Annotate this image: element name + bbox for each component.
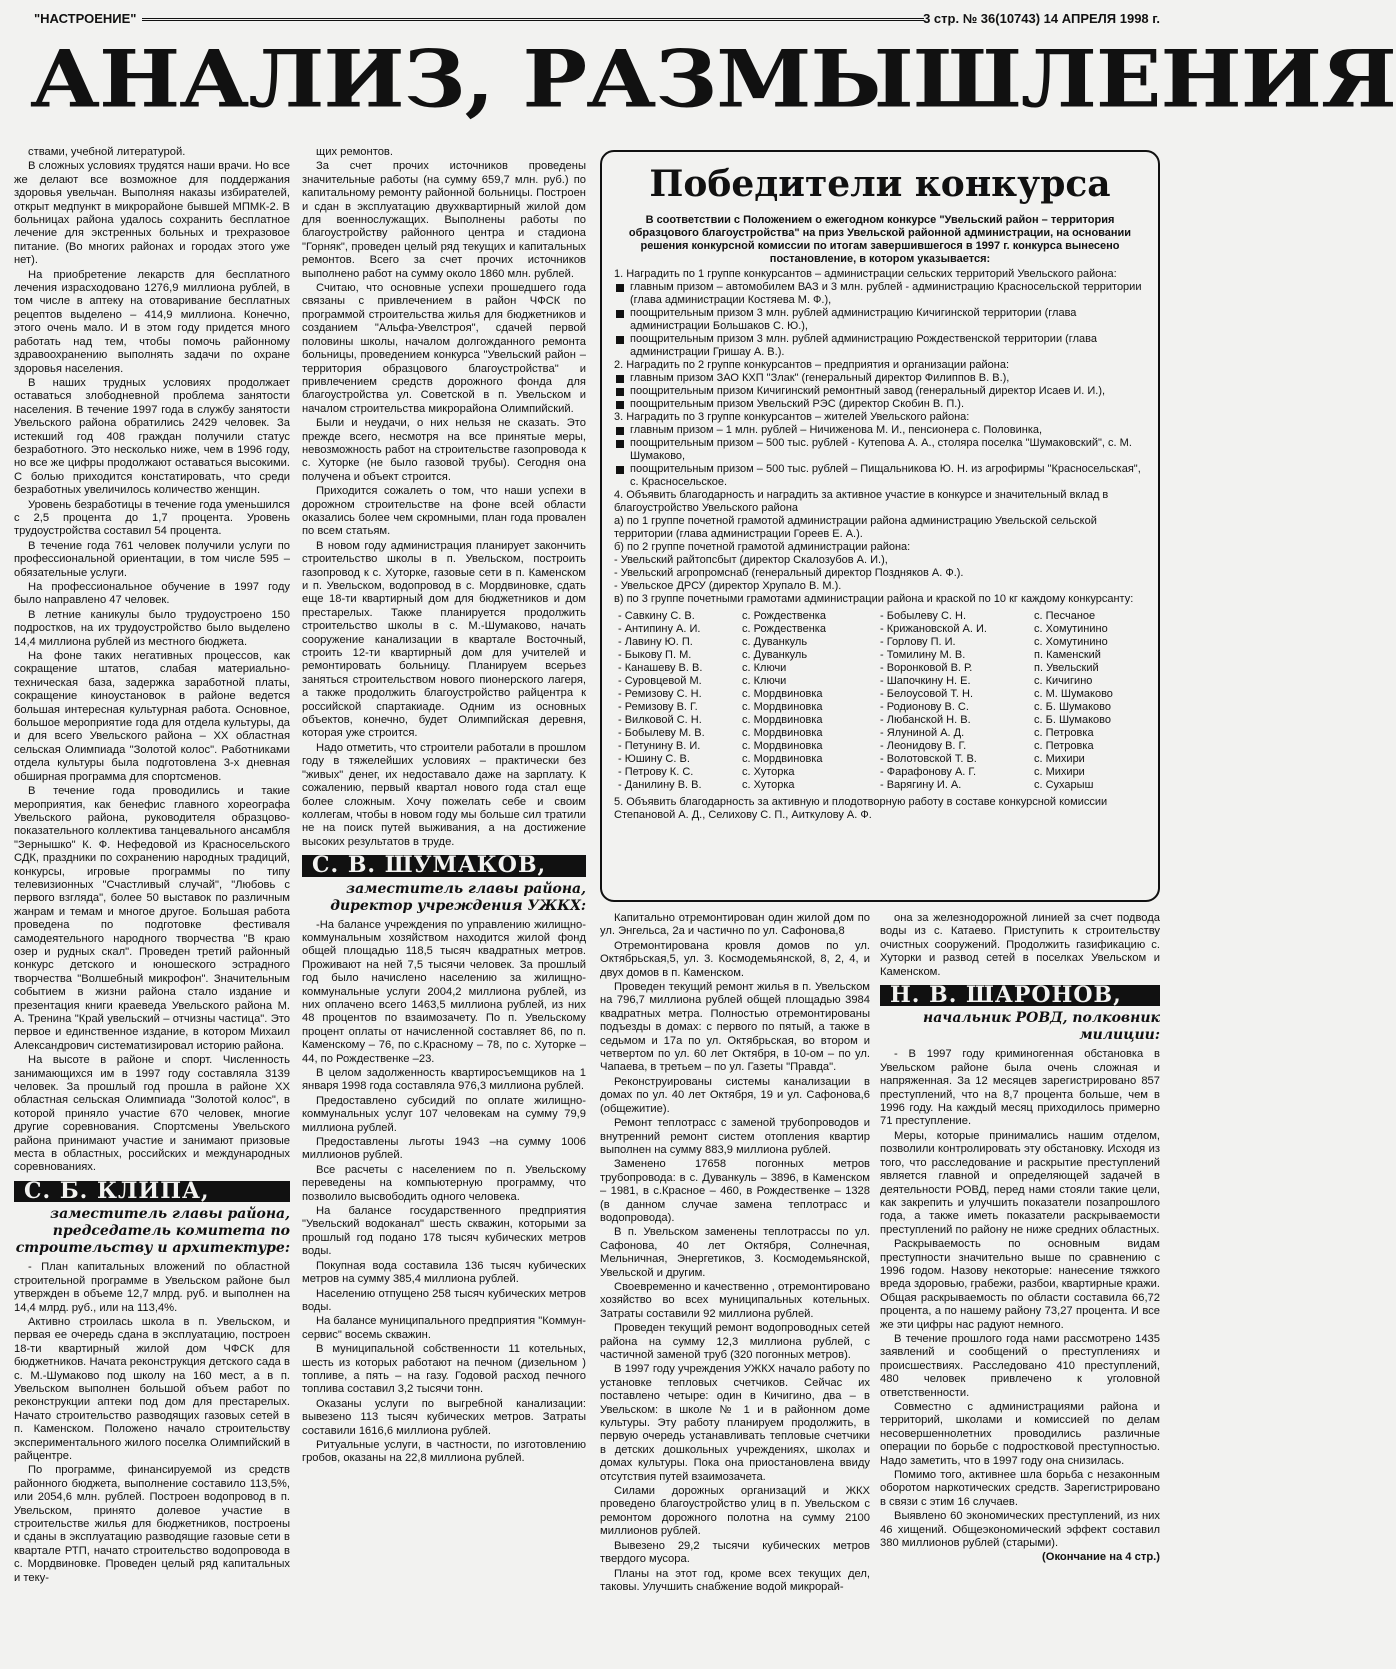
paragraph: ствами, учебной литературой. bbox=[28, 146, 186, 158]
prize-line: поощрительным призом 3 млн. рублей администрацию Кичигинской территории (глава администрации Большаков С. Ю.), bbox=[614, 307, 1146, 333]
paragraph: На фоне таких негативных процессов, как сокращение штатов, слабая материально-техническая база, задержка заработной платы, сокращение киноустановок в районе ведется большая интересная культурная работа. Основное, большое мероприятие года для отдела культуры, да и для всего Увельского района – XX областная сельская Олимпиада "Золотой колос". Работниками отдела культуры была подготовлена 3-х дневная обширная программа для спортсменов. bbox=[14, 650, 290, 783]
byline-klipa: С. Б. КЛИПА, bbox=[14, 1181, 290, 1202]
winner-name: - Антипину А. И. bbox=[618, 623, 701, 635]
paragraph: Совместно с администрациями района и территорий, школами и комиссией по делам несовершеннолетних проводились различные операции по борьбе с подростковой преступностью. Надо заметить, что в 1997 году она снизилась. bbox=[880, 1401, 1160, 1467]
paragraph: Уровень безработицы в течение года уменьшился с 2,5 процента до 1,7 процента. Уровень трудоустройства составил 54 процента. bbox=[14, 498, 290, 538]
paragraph: На балансе муниципального предприятия "Коммун-сервис" восемь скважин. bbox=[302, 1315, 586, 1341]
prize-line: поощрительным призом 3 млн. рублей администрацию Рождественской территории (глава администрации Гришау А. В.). bbox=[614, 333, 1146, 359]
paragraph: Все расчеты с населением по п. Увельскому переведены на компьютерную программу, что позволило высвободить одного человека. bbox=[302, 1163, 586, 1203]
column-4 bbox=[880, 912, 1160, 1664]
prize-line: главным призом – автомобилем ВАЗ и 3 млн. рублей - администрацию Красносельской территории (глава администрации Костяева М. Ф.), bbox=[614, 281, 1146, 307]
winner-name: - Белоусовой Т. Н. bbox=[880, 688, 973, 700]
byline-shumakov: С. В. ШУМАКОВ, bbox=[302, 855, 586, 876]
paragraph: В целом задолженность квартиросъемщиков на 1 января 1998 года составляла 976,3 миллиона рублей. bbox=[302, 1067, 586, 1093]
contest-intro: В соответствии с Положением о ежегодном конкурсе "Увельский район – территория образцового благоустройства" на приз Увельской районной администрации, на основании решения конкурсной комиссии по итогам завершившегося в 1997 г. конкурса вынесено постановление, в котором указывается: bbox=[628, 214, 1132, 265]
role-sharonov: начальник РОВД, полковник милиции: bbox=[923, 1010, 1160, 1044]
winner-village: с. Рождественка bbox=[742, 610, 826, 622]
winner-name: - Любанской Н. В. bbox=[880, 714, 971, 726]
winners-list bbox=[618, 610, 1146, 792]
paragraph: - План капитальных вложений по областной строительной программе в Увельском районе был утвержден в объеме 12,7 млрд. руб. и выполнен на 14,4 млрд. руб., или на 113,4%. bbox=[14, 1261, 290, 1314]
paragraph: В сложных условиях трудятся наши врачи. Но все же делают все возможное для поддержания здоровья увельчан. Выполняя наказы избирателей, открыт медпункт в микрорайоне бывшей МПМК-2. В больницах района удалось сохранить бесплатное лечение для экстренных больных и трехразовое питание. (Во многих районах и городах этого уже нет). bbox=[14, 160, 290, 267]
decree-line: а) по 1 группе почетной грамотой администрации района администрацию Увельской сельской территории (глава администрации Гореев Е. А.). bbox=[614, 515, 1097, 540]
winner-village: с. Ключи bbox=[742, 662, 787, 674]
paragraph: Ремонт теплотрасс с заменой трубопроводов и внутренний ремонт систем отопления квартир выполнен на сумму 883,9 миллиона рублей. bbox=[600, 1117, 870, 1156]
contest-winners-box bbox=[600, 150, 1160, 902]
paragraph: Заменено 17658 погонных метров трубопровода: в с. Дуванкуль – 3896, в Каменском – 1981, в с.Красное – 460, в Рождественке – 1328 (в данном случае замена теплотрасс и водопровода). bbox=[600, 1158, 870, 1224]
prize-line: главным призом – 1 млн. рублей – Ничиженова М. И., пенсионера с. Половинка, bbox=[614, 424, 1146, 437]
issue-info: 3 стр. № 36(10743) 14 АПРЕЛЯ 1998 г. bbox=[923, 11, 1160, 26]
paragraph: Выявлено 60 экономических преступлений, из них 46 хищений. Общеэкономический эффект составил 380 миллионов рублей (старыми). bbox=[880, 1510, 1160, 1550]
column-2 bbox=[302, 146, 586, 1664]
paragraph: Предоставлено субсидий по оплате жилищно-коммунальных услуг 107 человекам на сумму 79,9 миллиона рублей. bbox=[302, 1094, 586, 1134]
column-3 bbox=[600, 912, 870, 1664]
winner-name: - Петрову К. С. bbox=[618, 766, 694, 778]
paragraph: В п. Увельском заменены теплотрассы по ул. Сафонова, 40 лет Октября, Солнечная, Мельничная, Энергетиков, 3. Космодемьянской, Увельской и другим. bbox=[600, 1226, 870, 1279]
winner-village: с. М. Шумаково bbox=[1034, 688, 1113, 700]
winner-name: - Бобылеву С. Н. bbox=[880, 610, 967, 622]
winner-name: - Данилину В. В. bbox=[618, 779, 702, 791]
winner-name: - Горлову П. И. bbox=[880, 636, 956, 648]
decree-line: в) по 3 группе почетными грамотами администрации района и краской по 10 кг каждому конкурсанту: bbox=[614, 593, 1134, 605]
winner-name: - Бобылеву М. В. bbox=[618, 727, 705, 739]
contest-title: Победители конкурса bbox=[649, 163, 1111, 205]
decree-line: 2. Наградить по 2 группе конкурсантов – предприятия и организации района: bbox=[614, 359, 1010, 371]
decree-line: - Увельский райтопсбыт (директор Скалозубов А. И.), bbox=[614, 554, 888, 566]
winner-name: - Юшину С. В. bbox=[618, 753, 690, 765]
paragraph: Своевременно и качественно , отремонтировано хозяйство во всех муниципальных котельных. Затраты составили 92 миллиона рублей. bbox=[600, 1280, 870, 1320]
winner-village: п. Каменский bbox=[1034, 649, 1101, 661]
paragraph: - В 1997 году криминогенная обстановка в Увельском районе была очень сложная и напряженная. За 12 месяцев зарегистрировано 857 преступлений, что на 8,7 процента больше, чем в 1996 году. На каждый месяц приходилось примерно 71 преступление. bbox=[880, 1048, 1160, 1128]
winner-village: с. Хомутинино bbox=[1034, 623, 1108, 635]
paragraph: На балансе государственного предприятия "Увельский водоканал" шесть скважин, которыми за прошлый год подано 178 тысяч кубических метров воды. bbox=[302, 1205, 586, 1258]
winner-name: - Ремизову В. Г. bbox=[618, 701, 698, 713]
winner-name: - Суровцевой М. bbox=[618, 675, 702, 687]
role-klipa: заместитель главы района, председатель комитета по строительству и архитектуре: bbox=[15, 1206, 290, 1257]
page-header bbox=[34, 8, 1164, 30]
winner-name: - Ремизову С. Н. bbox=[618, 688, 702, 700]
winner-name: - Леонидову В. Г. bbox=[880, 740, 967, 752]
winner-village: с. Кичигино bbox=[1034, 675, 1093, 687]
paragraph: На высоте в районе и спорт. Численность занимающихся им в 1997 году составляла 3139 человек. За прошлый год прошла в районе XX областная сельская Олимпиада "Золотой колос", в которой приняло участие 670 человек, многие другие соревнования. Спортсмены Увельского района принимают участие и занимают призовые места в областных, российских и международных соревнованиях. bbox=[14, 1054, 290, 1174]
prize-line: поощрительным призом – 500 тыс. рублей – Пищальникова Ю. Н. из агрофирмы "Красносельская", с. Красносельское. bbox=[614, 463, 1146, 489]
paragraph: В летние каникулы было трудоустроено 150 подростков, на их трудоустройство было выделено 14,4 миллиона рублей из местного бюджета. bbox=[14, 608, 290, 648]
paragraph: В 1997 году учреждения УЖКХ начало работу по установке тепловых счетчиков. Сейчас их поставлено четыре: один в Кичигино, два – в Увельском: в школе № 1 и в районном доме культуры. Эту работу планируем продолжить, в первую очередь устанавливать тепловые счетчики в детских дошкольных учреждениях, школах и домах культуры. Пока она приостановлена ввиду отсутствия путей взаимозачета. bbox=[600, 1363, 870, 1483]
paragraph: Ритуальные услуги, в частности, по изготовлению гробов, оказаны на 22,8 миллиона рублей. bbox=[302, 1438, 586, 1465]
winner-village: с. Ключи bbox=[742, 675, 787, 687]
winner-village: с. Михири bbox=[1034, 753, 1085, 765]
paragraph: Надо отметить, что строители работали в прошлом году в тяжелейших условиях – практически без "живых" денег, их недоставало даже на зарплату. К сожалению, первый квартал нового года стал еще более сложным. Хочу пожелать себе и своим коллегам, чтобы в новом году мы больше сил тратили не на поиск путей выживания, а на достижение высоких результатов в труде. bbox=[302, 741, 586, 848]
winner-name: - Петунину В. И. bbox=[618, 740, 701, 752]
winner-village: с. Б. Шумаково bbox=[1034, 714, 1111, 726]
winner-village: с. Петровка bbox=[1034, 740, 1094, 752]
paragraph: Предоставлены льготы 1943 –на сумму 1006 миллионов рублей. bbox=[302, 1136, 586, 1162]
winner-village: с. Мордвиновка bbox=[742, 701, 823, 713]
winner-village: с. Сухарыш bbox=[1034, 779, 1094, 791]
paragraph: На профессиональное обучение в 1997 году было направлено 47 человек. bbox=[14, 581, 290, 607]
winner-village: с. Дуванкуль bbox=[742, 649, 808, 661]
paragraph: Реконструированы системы канализации в домах по ул. 40 лет Октября, 19 и ул. Сафонова,6 (общежитие). bbox=[600, 1075, 870, 1115]
paragraph: щих ремонтов. bbox=[316, 146, 393, 158]
winner-village: с. Хуторка bbox=[742, 766, 795, 778]
paragraph: Капитально отремонтирован один жилой дом по ул. Энгельса, 2а и частично по ул. Сафонова,8 bbox=[600, 912, 870, 938]
decree-line: 3. Наградить по 3 группе конкурсантов – жителей Увельского района: bbox=[614, 411, 970, 423]
role-shumakov: заместитель главы района, директор учреждения УЖКХ: bbox=[330, 880, 586, 914]
masthead-title: АНАЛИЗ, РАЗМЫШЛЕНИЯ bbox=[30, 33, 1396, 126]
winner-name: - Быкову П. М. bbox=[618, 649, 692, 661]
prize-line: поощрительным призом – 500 тыс. рублей - Кутепова А. А., столяра поселка "Шумаковский", с. М. Шумаково, bbox=[614, 437, 1146, 463]
paragraph: Приходится сожалеть о том, что наши успехи в дорожном строительстве на фоне всей области оказались более чем скромными, план года провален по всем статьям. bbox=[302, 485, 586, 538]
winner-village: с. Петровка bbox=[1034, 727, 1094, 739]
winner-name: - Фарафонову А. Г. bbox=[880, 766, 977, 778]
continued-note: (Окончание на 4 стр.) bbox=[1042, 1551, 1160, 1564]
decree-line: - Увельское ДРСУ (директор Хрупало В. М.). bbox=[614, 580, 842, 592]
winner-name: - Томилину М. В. bbox=[880, 649, 966, 661]
paragraph: В наших трудных условиях продолжает оставаться злободневной проблема занятости населения. В течение 1997 года в службу занятости Увельского района обратились 2429 человек. За истекший год 408 граждан получили статус безработного. Это несколько ниже, чем в 1996 году, но все же цифры продолжают оставаться высокими. С болью приходится констатировать, что среди безработных увеличилось количество женщин. bbox=[14, 376, 290, 497]
winner-name: - Шапочкину Н. Е. bbox=[880, 675, 971, 687]
column-1 bbox=[14, 146, 290, 1664]
winner-name: - Крижановской А. И. bbox=[880, 623, 987, 635]
prize-line: главным призом ЗАО КХП "Злак" (генеральный директор Филиппов В. В.), bbox=[614, 372, 1146, 385]
prize-line: поощрительным призом Увельский РЭС (директор Скобин В. П.). bbox=[614, 398, 1146, 411]
winner-name: - Родионову В. С. bbox=[880, 701, 969, 713]
contest-final: 5. Объявить благодарность за активную и плодотворную работу в составе конкурсной комиссии Степановой А. Д., Селихову С. П., Аиткулову А. Ф. bbox=[614, 796, 1108, 821]
paragraph: Населению отпущено 258 тысяч кубических метров воды. bbox=[302, 1287, 586, 1313]
paragraph: Оказаны услуги по выгребной канализации: вывезено 113 тысяч кубических метров. Затраты составили 1616,6 миллиона рублей. bbox=[302, 1397, 586, 1437]
winner-village: с. Мордвиновка bbox=[742, 727, 823, 739]
newspaper-name: "НАСТРОЕНИЕ" bbox=[34, 11, 137, 26]
paragraph: Считаю, что основные успехи прошедшего года связаны с привлечением в район ЧФСК по программой строительства жилья для бюджетников и созданием "Альфа-Увелстроя", сдачей первой половины школы, началом долгожданного ремонта больницы, проведением конкурса "Увельский район – территория образцового благоустройства" и привлечением средств дорожного фонда для благоустройства ул. Советской в п. Увельском и началом строительства микрорайона Олимпийский. bbox=[302, 282, 586, 415]
paragraph: Раскрываемость по основным видам преступности значительно выше по сравнению с 1996 годом. Назову некоторые: нанесение тяжкого вреда здоровью, грабежи, разбои, квартирные кражи. Общая раскрываемость по области составила 66,72 процента, а по нашему району 73,27 процента. И все же эти цифры нас радуют немного. bbox=[880, 1238, 1160, 1331]
byline-sharonov: Н. В. ШАРОНОВ, bbox=[880, 985, 1160, 1006]
winner-name: - Варягину И. А. bbox=[880, 779, 962, 791]
winner-village: с. Мордвиновка bbox=[742, 753, 823, 765]
prize-line: поощрительным призом Кичигинский ремонтный завод (генеральный директор Исаев И. И.), bbox=[614, 385, 1146, 398]
paragraph: В течение прошлого года нами рассмотрено 1435 заявлений и сообщений о преступлениях и происшествиях. Расследовано 410 преступлений, 480 человек привлечено к уголовной ответственности. bbox=[880, 1332, 1160, 1399]
paragraph: Проведен текущий ремонт водопроводных сетей района на сумму 12,3 миллиона рублей, с частичной заменой труб (320 погонных метров). bbox=[600, 1322, 870, 1361]
winner-name: - Вилковой С. Н. bbox=[618, 714, 702, 726]
winner-village: с. Мордвиновка bbox=[742, 740, 823, 752]
section-masthead bbox=[30, 33, 1396, 134]
winner-name: - Ялуниной А. Д. bbox=[880, 727, 965, 739]
winner-village: с. Мордвиновка bbox=[742, 714, 823, 726]
winner-village: с. Мордвиновка bbox=[742, 688, 823, 700]
winner-village: с. Песчаное bbox=[1034, 610, 1096, 622]
paragraph: Вывезено 29,2 тысячи кубических метров твердого мусора. bbox=[600, 1539, 870, 1566]
paragraph: Были и неудачи, о них нельзя не сказать. Это прежде всего, несмотря на все принятые меры, невозможность работ на строительстве газопровода к с. Хуторке (не было газовой трубы). Сегодня она получена и объект строится. bbox=[302, 417, 586, 483]
winner-village: с. Рождественка bbox=[742, 623, 826, 635]
paragraph: Покупная вода составила 136 тысяч кубических метров на сумму 385,4 миллиона рублей. bbox=[302, 1259, 586, 1286]
decree-line: б) по 2 группе почетной грамотой администрации района: bbox=[614, 541, 911, 553]
winner-village: с. Б. Шумаково bbox=[1034, 701, 1111, 713]
winner-name: - Лавину Ю. П. bbox=[618, 636, 693, 648]
paragraph: Проведен текущий ремонт жилья в п. Увельском на 796,7 миллиона рублей общей площадью 3984 квадратных метра. Полностью отремонтированы подъезды в домах: с первого по пятый, а также в седьмом и 17а по ул. Октябрьская, во втором и четвертом по ул. 60 лет Октября, в 10-ом – по ул. Чапаева, в третьем – по ул. Газеты "Правда". bbox=[600, 981, 870, 1074]
paragraph: За счет прочих источников проведены значительные работы (на сумму 659,7 млн. руб.) по капитальному ремонту районной больницы. Построен и сдан в эксплуатацию двухквартирный жилой дом для военнослужащих. Выполнены работы по благоустройству районного центра и стадиона "Горняк", проведен целый ряд текущих и капитальных ремонтов. Всего за счет прочих источников выполнено работ на сумму около 1860 млн. рублей. bbox=[302, 160, 586, 280]
winner-village: с. Дуванкуль bbox=[742, 636, 808, 648]
paragraph: В течение года проводились и такие мероприятия, как бенефис главного хореографа Увельского района, руководителя образцово-показательного коллектива танцевального ансамбля "Зернышко" К. Ф. Нефедовой из Красносельского СДК, праздники по сохранению народных традиций, конкурсы, игровые программы по типу телевизионных "Счастливый случай", "Любовь с первого взгляда", более 50 выставок по различным жанрам и темам и многое другое. Большая работа проведена по подготовке фестиваля самодеятельного народного творчества "В краю озер и рудных скал". Проведен третий районный конкурс детского и юношеского эстрадного творчества "Волшебный микрофон". Значительным событием в жизни района стало издание и презентация книги краеведа Увельского района М. А. Тренина "Край увельский – отчизны частица". Это первое и единственное издание, в котором Михаил Александрович систематизировал историю района. bbox=[14, 785, 290, 1052]
winner-village: с. Хомутинино bbox=[1034, 636, 1108, 648]
paragraph: Силами дорожных организаций и ЖКХ проведено благоустройство улиц в п. Увельском с ремонтом дорожного полотна на сумму 2100 миллионов рублей. bbox=[600, 1485, 870, 1538]
paragraph: В новом году администрация планирует закончить строительство школы в п. Увельском, построить газопровод к с. Хуторке, газовые сети в п. Каменском и п. Увельском, водопровод в с. Мордвиновке, сдать еще 18-ти квартирный дом для бюджетников и дом престарелых. Также планируется продолжить строительство школы в с. М.-Шумаково, начать сооружение канализации в квартале Восточный, строить 12-ти квартирный дом для учителей и ремонтировать больницу. Планируем всерьез заняться строительством нового пионерского лагеря, а также продолжить благоустройство райцентра к российской спартакиаде. Одним из основных объектов, конечно, будет Олимпийская деревня, которая уже строится. bbox=[302, 539, 586, 740]
header-rule bbox=[142, 18, 924, 21]
decree-line: 1. Наградить по 1 группе конкурсантов – администрации сельских территорий Увельского района: bbox=[614, 268, 1117, 280]
paragraph: В муниципальной собственности 11 котельных, шесть из которых работают на печном (дизельном ) топливе, а пять – на газу. Годовой расход печного топлива составил 3,2 тысячи тонн. bbox=[302, 1343, 586, 1396]
paragraph: По программе, финансируемой из средств районного бюджета, выполнение составило 113,5%, или 2054,6 млн. рублей. Построен водопровод в п. Увельском, принято долевое участие в строительстве жилья для бюджетников, построены и сданы в эксплуатацию разводящие газовые сети в квартале РТП, начато строительство водопровода в с. Мордвиновке. Проведен целый ряд капитальных и теку- bbox=[14, 1464, 290, 1584]
decree-line: 4. Объявить благодарность и наградить за активное участие в конкурсе и значительный вклад в благоустройство Увельского района bbox=[614, 489, 1109, 514]
winner-name: - Воронковой В. Р. bbox=[880, 662, 973, 674]
winner-name: - Волотовской Т. В. bbox=[880, 753, 977, 765]
winner-village: с. Хуторка bbox=[742, 779, 795, 791]
paragraph: Планы на этот год, кроме всех текущих дел, таковы. Улучшить снабжение водой микрорай- bbox=[600, 1567, 870, 1593]
paragraph: Активно строилась школа в п. Увельском, и первая ее очередь сдана в эксплуатацию, построен 18-ти квартирный жилой дом ЧФСК для бюджетников. Начата реконструкция детского сада в с. М.-Шумаково под школу на 160 мест, а в п. Увельском выполнен большой объем работ по реконструкции аптеки под дом для престарелых. Начато строительство разводящих газовых сетей в п. Каменском. Положено начало строительству экспериментального жилого поселка Олимпийский в райцентре. bbox=[14, 1315, 290, 1462]
paragraph: она за железнодорожной линией за счет подвода воды из с. Катаево. Приступить к строительству очистных сооружений. Продолжить газификацию с. Хуторки и развод сетей в поселках Увельском и Каменском. bbox=[880, 912, 1160, 978]
paragraph: Помимо того, активнее шла борьба с незаконным оборотом наркотических средств. Зарегистрировано в связи с этим 16 случаев. bbox=[880, 1469, 1160, 1508]
paragraph: В течение года 761 человек получили услуги по профессиональной ориентации, в том числе 595 – обязательные услуги. bbox=[14, 539, 290, 579]
paragraph: Отремонтирована кровля домов по ул. Октябрьская,5, ул. 3. Космодемьянской, 8, 2, 4, и двух домов в п. Каменском. bbox=[600, 939, 870, 979]
winner-village: п. Увельский bbox=[1034, 662, 1099, 674]
paragraph: -На балансе учреждения по управлению жилищно-коммунальным хозяйством находится жилой фонд общей площадью 118,5 тысяч квадратных метров. Проживают на ней 7,5 тысячи человек. За прошлый год было начислено населению за жилищно-коммунальные услуги 2004,2 миллиона рублей, из них оплачено всего 1463,5 миллиона рублей, из них 48 процентов по взаимозачету. По п. Увельскому процент оплаты от начисленной составляет 86, по п. Каменскому – 76, по с.Красному – 78, по с. Хуторке – 44, по Рождественке –23. bbox=[302, 918, 586, 1065]
paragraph: Меры, которые принимались нашим отделом, позволили контролировать эту обстановку. Исходя из того, что расследование и раскрытие преступлений является главной и определяющей задачей в деятельности РОВД, перед нами стояли такие цели, как закрепить и улучшить показатели позапрошлого года, а также иметь показатели раскрываемости преступлений по району не ниже средних областных. bbox=[880, 1129, 1160, 1236]
winner-name: - Савкину С. В. bbox=[618, 610, 695, 622]
winner-village: с. Михири bbox=[1034, 766, 1085, 778]
paragraph: На приобретение лекарств для бесплатного лечения израсходовано 1276,9 миллиона рублей, в том числе в аптеку на отоваривание бесплатных рецептов выделено – 414,9 миллиона. Конечно, этого очень мало. И в этом году придется много работать над тем, чтобы помочь районному здравоохранению выполнять задачи по охране здоровья населения. bbox=[14, 268, 290, 375]
decree-line: - Увельский агропромснаб (генеральный директор Поздняков А. Ф.). bbox=[614, 567, 964, 579]
winner-name: - Канашеву В. В. bbox=[618, 662, 703, 674]
